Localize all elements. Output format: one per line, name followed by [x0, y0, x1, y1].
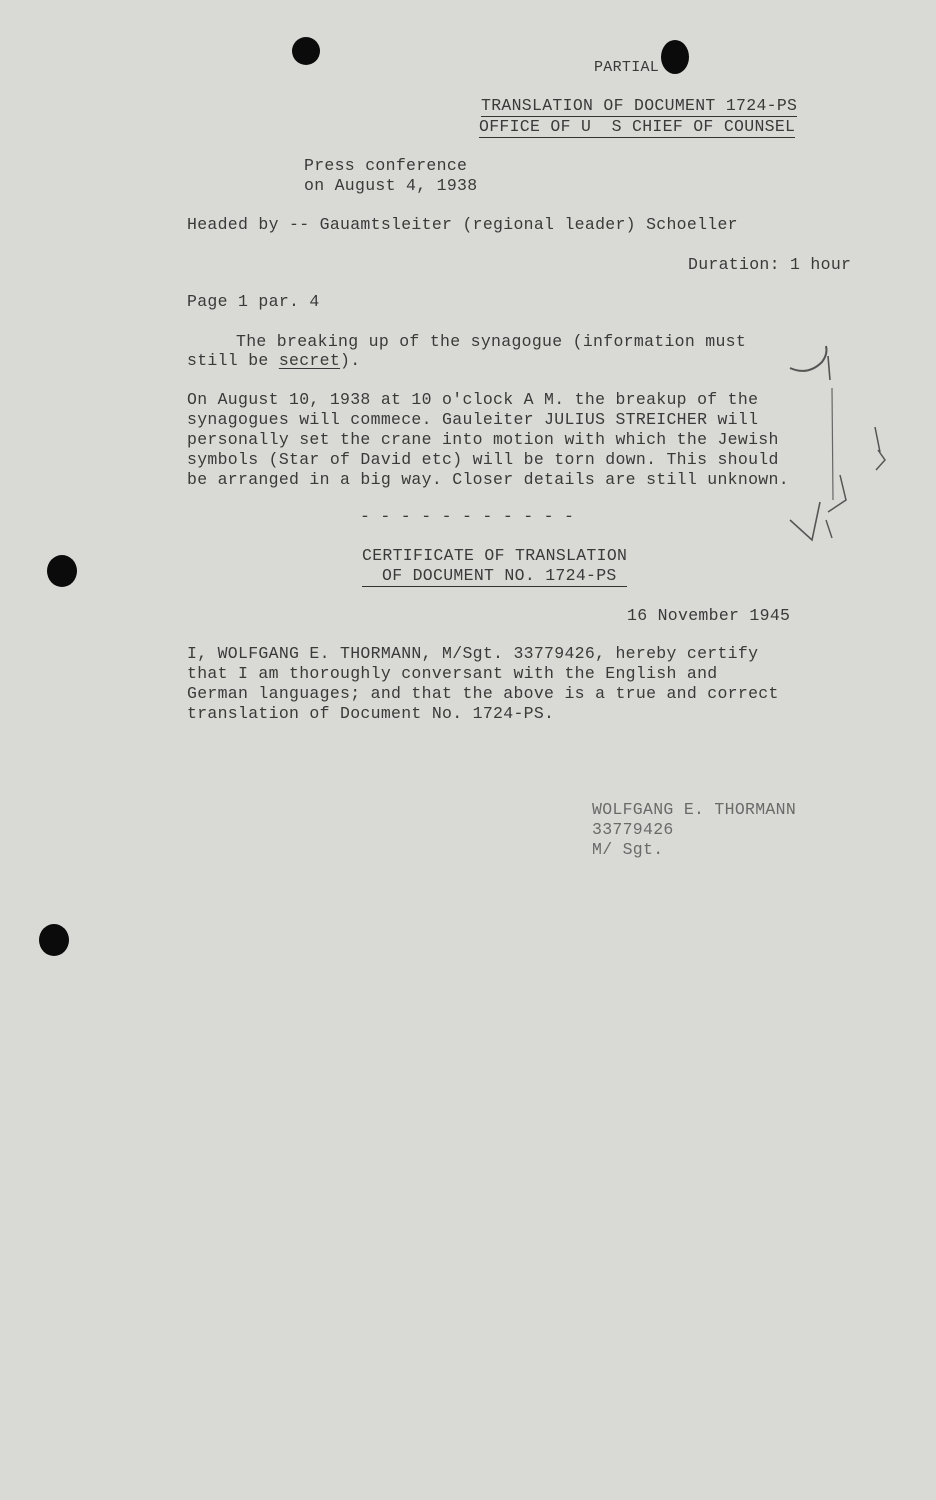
headed-by: Headed by -- Gauamtsleiter (regional leader) Schoeller: [187, 215, 738, 234]
signature-rank: M/ Sgt.: [592, 840, 664, 859]
certificate-line-4: translation of Document No. 1724-PS.: [187, 704, 555, 723]
para2-line-1: On August 10, 1938 at 10 o'clock A M. the breakup of the: [187, 390, 759, 409]
certificate-line-3: German languages; and that the above is a true and correct: [187, 684, 779, 703]
para2-line-5: be arranged in a big way. Closer details are still unknown.: [187, 470, 789, 489]
para1-line-2: still be secret).: [187, 351, 361, 370]
header-line-2: OFFICE OF U S CHIEF OF COUNSEL: [479, 117, 796, 136]
separator-dashes: - - - - - - - - - - -: [360, 507, 575, 526]
para1-line-1: The breaking up of the synagogue (information must: [236, 332, 747, 351]
para2-line-3: personally set the crane into motion with which the Jewish: [187, 430, 779, 449]
signature-name: WOLFGANG E. THORMANN: [592, 800, 797, 819]
secret-word: secret: [278, 351, 341, 370]
para2-line-2: synagogues will commece. Gauleiter JULIUS STREICHER will: [187, 410, 759, 429]
duration: Duration: 1 hour: [688, 255, 852, 274]
certificate-title-1: CERTIFICATE OF TRANSLATION: [362, 546, 628, 565]
para2-line-4: symbols (Star of David etc) will be torn down. This should: [187, 450, 779, 469]
punch-hole-left-lower: [39, 924, 69, 956]
partial-stamp: PARTIAL: [594, 59, 660, 76]
signature-serial: 33779426: [592, 820, 674, 839]
page-reference: Page 1 par. 4: [187, 292, 320, 311]
meeting-title-2: on August 4, 1938: [304, 176, 478, 195]
certificate-date: 16 November 1945: [627, 606, 791, 625]
meeting-title-1: Press conference: [304, 156, 468, 175]
header-line-1: TRANSLATION OF DOCUMENT 1724-PS: [481, 96, 798, 115]
certificate-line-2: that I am thoroughly conversant with the English and: [187, 664, 718, 683]
certificate-title-2: OF DOCUMENT NO. 1724-PS: [362, 566, 627, 587]
certificate-line-1: I, WOLFGANG E. THORMANN, M/Sgt. 33779426, hereby certify: [187, 644, 759, 663]
